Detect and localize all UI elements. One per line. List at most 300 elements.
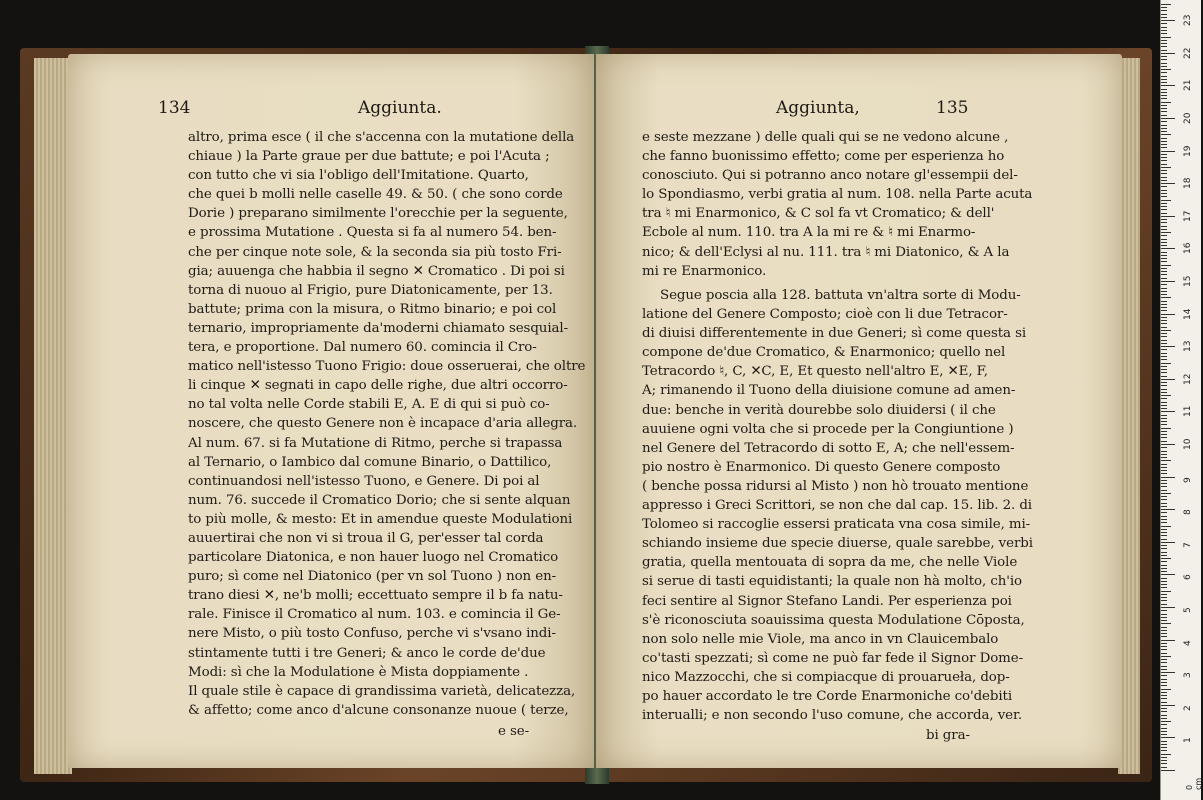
ruler-tick: [1161, 490, 1167, 491]
ruler-tick: [1161, 467, 1167, 468]
ruler-tick: [1161, 226, 1167, 227]
ruler-tick: [1161, 23, 1167, 24]
ruler-tick: [1161, 662, 1167, 663]
ruler-label: 12: [1183, 373, 1193, 385]
ruler-tick: [1161, 698, 1167, 699]
right-paragraph-line: ( benche possa ridursi al Misto ) non hò trouato mentione: [642, 478, 1029, 494]
ruler-tick: [1161, 614, 1167, 615]
ruler-tick: [1161, 558, 1171, 559]
ruler-tick: [1161, 14, 1167, 15]
ruler-tick: [1161, 317, 1167, 318]
ruler-label: 15: [1183, 275, 1193, 287]
ruler-tick: [1161, 392, 1167, 393]
ruler-tick: [1161, 666, 1167, 667]
ruler-tick: [1161, 125, 1167, 126]
ruler-tick: [1161, 604, 1167, 605]
right-running-head: Aggiunta,: [776, 98, 860, 118]
right-page-number: 135: [936, 98, 969, 118]
ruler-tick: [1161, 695, 1167, 696]
right-paragraph-line: nel Genere del Tetracordo di sotto E, A; che nell'essem-: [642, 440, 1015, 456]
ruler-tick: [1161, 10, 1167, 11]
left-text-line: con tutto che vi sia l'obligo dell'Imitatione. Quarto,: [188, 168, 529, 184]
ruler-tick: [1161, 46, 1167, 47]
ruler-tick: [1161, 333, 1167, 334]
left-text-line: li cinque ✕ segnati in capo delle righe, due altri occorro-: [188, 378, 568, 394]
ruler-tick: [1161, 268, 1167, 269]
ruler-tick: [1161, 548, 1167, 549]
ruler-tick: [1161, 53, 1175, 54]
left-text-line: ternario, impropriamente da'moderni chiamato sesquial-: [188, 320, 568, 336]
ruler-tick: [1161, 353, 1167, 354]
ruler-tick: [1161, 656, 1171, 657]
ruler-tick: [1161, 4, 1171, 5]
ruler-tick: [1161, 349, 1167, 350]
ruler-tick: [1161, 379, 1175, 380]
right-text-line: Ecbole al num. 110. tra A la mi re & ♮ mi Enarmo-: [642, 225, 976, 241]
left-text-line: Al num. 67. si fa Mutatione di Ritmo, perche si trapassa: [188, 435, 563, 451]
right-paragraph-line: latione del Genere Composto; cioè con li due Tetracor-: [642, 307, 1008, 323]
left-text-line: che quei b molli nelle caselle 49. & 50. ( che sono corde: [188, 187, 563, 203]
ruler-tick: [1161, 512, 1167, 513]
right-paragraph-line: nico Mazzocchi, che si compiacque di prouarueła, dop-: [642, 669, 1010, 685]
ruler-tick: [1161, 271, 1167, 272]
ruler-tick: [1161, 395, 1171, 396]
right-paragraph-line: Tolomeo si raccoglie essersi praticata vna cosa simile, mi-: [642, 517, 1031, 533]
ruler-tick: [1161, 561, 1167, 562]
ruler-tick: [1161, 763, 1167, 764]
ruler-tick: [1161, 434, 1167, 435]
ruler-tick: [1161, 623, 1171, 624]
ruler-label: 18: [1183, 177, 1193, 190]
left-text-line: e prossima Mutatione . Questa si fa al numero 54. ben-: [188, 225, 557, 241]
ruler-tick: [1161, 526, 1171, 527]
ruler-tick: [1161, 27, 1167, 28]
ruler-tick: [1161, 522, 1167, 523]
ruler-tick: [1161, 675, 1167, 676]
ruler-tick: [1161, 363, 1171, 364]
ruler-tick: [1161, 291, 1167, 292]
measurement-ruler: [1160, 0, 1201, 800]
left-text-block: [188, 128, 586, 720]
ruler-tick: [1161, 506, 1167, 507]
ruler-tick: [1161, 261, 1167, 262]
ruler-tick: [1161, 314, 1175, 315]
ruler-tick: [1161, 737, 1175, 738]
ruler-tick: [1161, 307, 1167, 308]
ruler-tick: [1161, 750, 1167, 751]
ruler-tick: [1161, 418, 1167, 419]
ruler-tick: [1161, 95, 1167, 96]
right-paragraph-line: interualli; e non secondo l'uso comune, che accorda, ver.: [642, 708, 1022, 724]
ruler-tick: [1161, 242, 1167, 243]
ruler-tick: [1161, 209, 1167, 210]
right-paragraph-line: A; rimanendo il Tuono della diuisione comune ad amen-: [642, 383, 1016, 399]
right-text-line: tra ♮ mi Enarmonico, & C sol fa vt Cromatico; & dell': [642, 206, 995, 222]
ruler-tick: [1161, 151, 1175, 152]
right-text-line: che fanno buonissimo effetto; come per esperienza ho: [642, 149, 1005, 165]
ruler-tick: [1161, 229, 1167, 230]
ruler-tick: [1161, 128, 1167, 129]
ruler-tick: [1161, 705, 1175, 706]
ruler-tick: [1161, 574, 1175, 575]
left-text-line: rale. Finisce il Cromatico al num. 103. e comincia il Ge-: [188, 607, 561, 623]
ruler-tick: [1161, 138, 1167, 139]
ruler-tick: [1161, 17, 1167, 18]
ruler-tick: [1161, 535, 1167, 536]
ruler-label: 10: [1183, 438, 1193, 450]
ruler-tick: [1161, 679, 1167, 680]
left-text-line: num. 76. succede il Cromatico Dorio; che si sente alquan: [188, 492, 571, 508]
left-text-line: tera, e proportione. Dal numero 60. comincia il Cro-: [188, 340, 537, 356]
ruler-tick: [1161, 219, 1167, 220]
ruler-tick: [1161, 724, 1167, 725]
ruler-tick: [1161, 235, 1167, 236]
ruler-tick: [1161, 320, 1167, 321]
ruler-tick: [1161, 346, 1175, 347]
ruler-tick: [1161, 594, 1167, 595]
ruler-tick: [1161, 85, 1175, 86]
ruler-tick: [1161, 288, 1167, 289]
ruler-tick: [1161, 496, 1167, 497]
ruler-tick: [1161, 102, 1171, 103]
ruler-label: 5: [1183, 607, 1193, 613]
ruler-tick: [1161, 610, 1167, 611]
left-text-line: puro; sì come nel Diatonico (per vn sol Tuono ) non en-: [188, 569, 557, 585]
left-text-line: gia; auuenga che habbia il segno ✕ Cromatico . Di poi si: [188, 263, 565, 279]
ruler-tick: [1161, 493, 1171, 494]
ruler-tick: [1161, 281, 1175, 282]
ruler-tick: [1161, 157, 1167, 158]
ruler-tick: [1161, 389, 1167, 390]
ruler-label: 8: [1183, 509, 1193, 516]
left-text-line: battute; prima con la misura, o Ritmo binario; e poi col: [188, 301, 557, 317]
ruler-tick: [1161, 682, 1167, 683]
ruler-tick: [1161, 180, 1167, 181]
ruler-tick: [1161, 366, 1167, 367]
ruler-label: 16: [1183, 242, 1193, 255]
ruler-tick: [1161, 718, 1167, 719]
ruler-tick: [1161, 131, 1167, 132]
right-page: [596, 54, 1122, 768]
ruler-tick: [1161, 571, 1167, 572]
ruler-tick: [1161, 69, 1171, 70]
ruler-tick: [1161, 252, 1167, 253]
ruler-tick: [1161, 108, 1167, 109]
ruler-tick: [1161, 297, 1171, 298]
ruler-tick: [1161, 770, 1175, 771]
ruler-tick: [1161, 441, 1167, 442]
ruler-label: 1: [1183, 737, 1193, 744]
ruler-tick: [1161, 421, 1167, 422]
ruler-tick: [1161, 216, 1175, 217]
right-text-block: [642, 128, 1042, 281]
ruler-tick: [1161, 552, 1167, 553]
ruler-tick: [1161, 115, 1167, 116]
ruler-tick: [1161, 685, 1167, 686]
ruler-tick: [1161, 470, 1167, 471]
ruler-tick: [1161, 356, 1167, 357]
left-text-line: torna di nuouo al Frigio, pure Diatonicamente, per 13.: [188, 282, 553, 298]
ruler-tick: [1161, 437, 1167, 438]
ruler-tick: [1161, 376, 1167, 377]
ruler-tick: [1161, 715, 1167, 716]
ruler-tick: [1161, 56, 1167, 57]
ruler-tick: [1161, 408, 1167, 409]
ruler-tick: [1161, 760, 1167, 761]
right-text-line: mi re Enarmonico.: [642, 263, 767, 279]
ruler-label: 13: [1183, 340, 1193, 353]
ruler-tick: [1161, 480, 1167, 481]
ruler-tick: [1161, 464, 1167, 465]
ruler-label: 21: [1183, 79, 1193, 92]
left-text-line: matico nell'istesso Tuono Frigio: doue osseruerai, che oltre: [188, 359, 586, 375]
ruler-tick: [1161, 301, 1167, 302]
ruler-tick: [1161, 92, 1167, 93]
ruler-tick: [1161, 232, 1171, 233]
ruler-tick: [1161, 222, 1167, 223]
ruler-tick: [1161, 578, 1167, 579]
ruler-tick: [1161, 284, 1167, 285]
ruler-label: 23: [1183, 14, 1193, 27]
right-paragraph-line: Tetracordo ♮, C, ✕C, E, Et questo nell'altro E, ✕E, F,: [642, 364, 988, 380]
ruler-tick: [1161, 415, 1167, 416]
right-paragraph-line: pio nostro è Enarmonico. Di questo Genere composto: [642, 459, 1001, 475]
ruler-tick: [1161, 734, 1167, 735]
ruler-tick: [1161, 539, 1167, 540]
ruler-tick: [1161, 411, 1175, 412]
left-text-line: al Ternario, o Iambico dal comune Binario, o Dattilico,: [188, 454, 552, 470]
right-paragraph-line: gratia, quella mentouata di sopra da me, che nelle Viole: [642, 555, 1018, 571]
ruler-tick: [1161, 59, 1167, 60]
ruler-tick: [1161, 757, 1167, 758]
ruler-tick: [1161, 134, 1171, 135]
ruler-tick: [1161, 711, 1167, 712]
left-text-line: & affetto; come anco d'alcune consonanze nuoue ( terze,: [188, 702, 569, 718]
ruler-tick: [1161, 581, 1167, 582]
ruler-tick: [1161, 183, 1175, 184]
right-text-line: lo Spondiasmo, verbi gratia al num. 108. nella Parte acuta: [642, 187, 1033, 203]
left-text-line: particolare Diatonica, e non hauer luogo nel Cromatico: [188, 550, 559, 566]
left-text-line: chiaue ) la Parte graue per due battute; e poi l'Acuta ;: [188, 149, 550, 165]
ruler-tick: [1161, 193, 1167, 194]
ruler-tick: [1161, 460, 1171, 461]
left-text-line: continuandosi nell'istesso Tuono, e Genere. Di poi al: [188, 473, 540, 489]
ruler-tick: [1161, 754, 1171, 755]
ruler-tick: [1161, 330, 1171, 331]
ruler-tick: [1161, 76, 1167, 77]
ruler-tick: [1161, 503, 1167, 504]
ruler-tick: [1161, 584, 1167, 585]
ruler-tick: [1161, 121, 1167, 122]
left-text-line: nere Misto, o più tosto Confuso, perche vi s'vsano indi-: [188, 626, 556, 642]
ruler-tick: [1161, 424, 1167, 425]
right-text-line: nico; & dell'Eclysi al nu. 111. tra ♮ mi Diatonico, & A la: [642, 244, 1010, 260]
ruler-tick: [1161, 444, 1175, 445]
ruler-tick: [1161, 382, 1167, 383]
ruler-tick: [1161, 542, 1175, 543]
ruler-tick: [1161, 659, 1167, 660]
ruler-tick: [1161, 477, 1175, 478]
ruler-tick: [1161, 177, 1167, 178]
ruler-tick: [1161, 646, 1167, 647]
left-text-line: altro, prima esce ( il che s'accenna con la mutatione della: [188, 130, 575, 145]
ruler-tick: [1161, 336, 1167, 337]
ruler-tick: [1161, 692, 1167, 693]
ruler-label: 22: [1183, 47, 1193, 59]
ruler-tick: [1161, 160, 1167, 161]
ruler-tick: [1161, 708, 1167, 709]
ruler-tick: [1161, 447, 1167, 448]
ruler-tick: [1161, 200, 1171, 201]
ruler-tick: [1161, 294, 1167, 295]
ruler-tick: [1161, 33, 1167, 34]
ruler-tick: [1161, 196, 1167, 197]
ruler-tick: [1161, 323, 1167, 324]
right-paragraph-line: compone de'due Cromatico, & Enarmonico; quello nel: [642, 345, 1006, 361]
ruler-tick: [1161, 428, 1171, 429]
left-running-head: Aggiunta.: [358, 98, 442, 118]
ruler-tick: [1161, 304, 1167, 305]
ruler-tick: [1161, 63, 1167, 64]
ruler-tick: [1161, 40, 1167, 41]
ruler-tick: [1161, 483, 1167, 484]
ruler-tick: [1161, 147, 1167, 148]
ruler-label: 14: [1183, 308, 1193, 320]
left-page: [68, 54, 594, 768]
ruler-tick: [1161, 767, 1167, 768]
ruler-tick: [1161, 600, 1167, 601]
ruler-tick: [1161, 640, 1175, 641]
ruler-tick: [1161, 627, 1167, 628]
ruler-tick: [1161, 213, 1167, 214]
ruler-tick: [1161, 105, 1167, 106]
ruler-unit-label: 0 cm: [1185, 777, 1203, 790]
ruler-tick: [1161, 173, 1167, 174]
ruler-tick: [1161, 72, 1167, 73]
ruler-tick: [1161, 630, 1167, 631]
right-paragraph-line: non solo nelle mie Viole, ma anco in vn Clauicembalo: [642, 631, 999, 647]
left-text-line: to più molle, & mesto: Et in amendue queste Modulationi: [188, 511, 573, 527]
ruler-tick: [1161, 245, 1167, 246]
ruler-tick: [1161, 278, 1167, 279]
right-paragraph-line: schiando insieme due specie diuerse, quale sarebbe, verbi: [642, 536, 1033, 552]
ruler-tick: [1161, 532, 1167, 533]
ruler-tick: [1161, 643, 1167, 644]
ruler-tick: [1161, 591, 1171, 592]
ruler-tick: [1161, 190, 1167, 191]
ruler-tick: [1161, 516, 1167, 517]
ruler-tick: [1161, 649, 1167, 650]
ruler-label: 9: [1183, 476, 1193, 483]
ruler-tick: [1161, 186, 1167, 187]
ruler-label: 2: [1183, 705, 1193, 711]
ruler-tick: [1161, 555, 1167, 556]
ruler-tick: [1161, 206, 1167, 207]
ruler-tick: [1161, 402, 1167, 403]
left-text-line: no tal volta nelle Corde stabili E, A. E di qui si può co-: [188, 397, 550, 413]
ruler-tick: [1161, 79, 1167, 80]
left-text-line: Il quale stile è capace di grandissima varietà, delicatezza,: [188, 683, 576, 699]
ruler-tick: [1161, 82, 1167, 83]
left-text-line: auuertirai che non vi si troua il G, per'esser tal corda: [188, 530, 544, 546]
ruler-tick: [1161, 98, 1167, 99]
left-text-line: che per cinque note sole, & la seconda sia più tosto Fri-: [188, 244, 562, 260]
ruler-tick: [1161, 369, 1167, 370]
ruler-tick: [1161, 653, 1167, 654]
ruler-tick: [1161, 43, 1167, 44]
ruler-tick: [1161, 164, 1167, 165]
ruler-label: 3: [1183, 672, 1193, 679]
ruler-tick: [1161, 636, 1167, 637]
ruler-tick: [1161, 66, 1167, 67]
left-page-number: 134: [158, 98, 191, 118]
left-text-line: stintamente tutti i tre Generi; & anco le corde de'due: [188, 645, 546, 661]
ruler-tick: [1161, 405, 1167, 406]
ruler-tick: [1161, 359, 1167, 360]
ruler-tick: [1161, 597, 1167, 598]
left-catchword: e se-: [498, 724, 530, 739]
ruler-tick: [1161, 519, 1167, 520]
ruler-tick: [1161, 310, 1167, 311]
ruler-tick: [1161, 741, 1167, 742]
ruler-tick: [1161, 669, 1167, 670]
ruler-tick: [1161, 327, 1167, 328]
ruler-tick: [1161, 486, 1167, 487]
ruler-tick: [1161, 20, 1175, 21]
ruler-tick: [1161, 255, 1167, 256]
ruler-tick: [1161, 721, 1171, 722]
ruler-tick: [1161, 141, 1167, 142]
left-text-line: Dorie ) preparano similmente l'orecchie per la seguente,: [188, 206, 568, 222]
ruler-tick: [1161, 37, 1171, 38]
ruler-tick: [1161, 747, 1167, 748]
ruler-tick: [1161, 239, 1167, 240]
ruler-label: 4: [1183, 639, 1193, 646]
right-paragraph-line: si serue di tasti equidistanti; la quale non hà molto, ch'io: [642, 574, 1022, 590]
ruler-tick: [1161, 702, 1167, 703]
ruler-tick: [1161, 265, 1171, 266]
ruler-tick: [1161, 457, 1167, 458]
ruler-tick: [1161, 118, 1175, 119]
ruler-label: 20: [1183, 112, 1193, 124]
ruler-tick: [1161, 111, 1167, 112]
ruler-tick: [1161, 672, 1175, 673]
ruler-tick: [1161, 144, 1167, 145]
ruler-tick: [1161, 454, 1167, 455]
ruler-tick: [1161, 473, 1167, 474]
right-paragraph-line: due: benche in verità dourebbe solo diuidersi ( il che: [642, 402, 996, 418]
ruler-tick: [1161, 587, 1167, 588]
ruler-tick: [1161, 689, 1171, 690]
ruler-label: 17: [1183, 210, 1193, 222]
ruler-tick: [1161, 170, 1167, 171]
ruler-tick: [1161, 154, 1167, 155]
ruler-tick: [1161, 30, 1167, 31]
ruler-tick: [1161, 89, 1167, 90]
right-paragraph: [642, 286, 1042, 725]
right-catchword: bi gra-: [926, 728, 970, 743]
right-paragraph-line: feci sentire al Signor Stefano Landi. Per esperienza poi: [642, 593, 1012, 609]
ruler-label: 19: [1183, 145, 1193, 157]
right-paragraph-line: co'tasti spezzati; sì come ne può far fede il Signor Dome-: [642, 650, 1024, 666]
ruler-tick: [1161, 744, 1167, 745]
ruler-tick: [1161, 633, 1167, 634]
ruler-tick: [1161, 274, 1167, 275]
left-text-line: noscere, che questo Genere non è incapace d'aria allegra.: [188, 416, 578, 432]
left-text-line: trano diesi ✕, ne'b molli; eccettuato sempre il b fa natu-: [188, 588, 563, 604]
ruler-tick: [1161, 545, 1167, 546]
right-paragraph-line: di diuisi differentemente in due Generi; sì come questa si: [642, 326, 1027, 342]
